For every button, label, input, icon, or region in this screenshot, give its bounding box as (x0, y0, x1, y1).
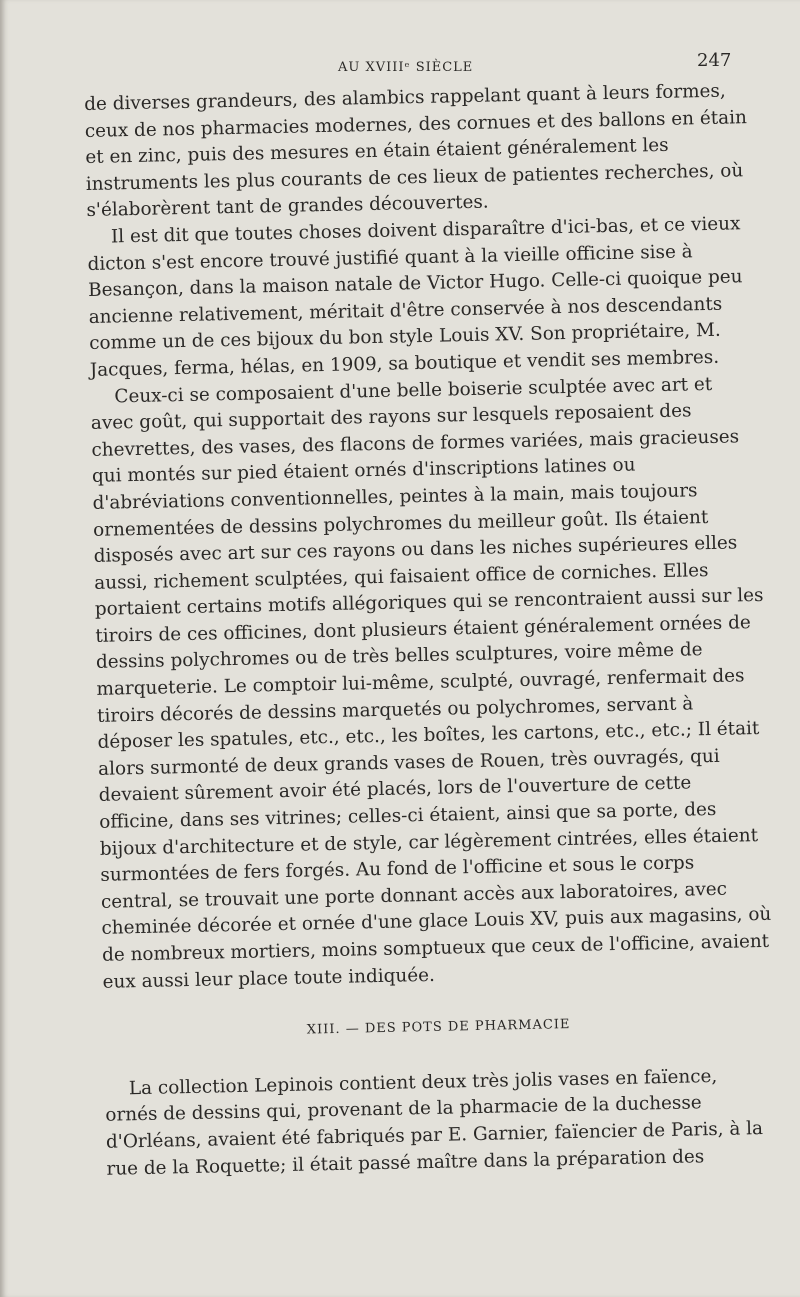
paragraph-besancon-officine: Il est dit que toutes choses doivent disparaître d'ici-bas, et ce vieux dicton s'est encore trouvé justifié quant à la vieille officine sise à Besançon, dans la maison natale de Victor Hugo. Celle-ci quoique peu ancienne relativement, méritait d'être conservée à nos descendants comme un de ces bijoux du bon style Louis XV. Son propriétaire, M. Jacques, ferma, hélas, en 1909, sa boutique et vendit ses membres. (87, 213, 743, 381)
paragraph-boiserie: Ceux-ci se composaient d'une belle boiserie sculptée avec art et avec goût, qui supportait des rayons sur lesquels reposaient des chevrettes, des vases, des flacons de formes variées, mais gracieuses qui montés sur pied étaient ornés d'inscriptions latines ou d'abréviations conventionnelles, peintes à la main, mais toujours ornementées de dessins polychromes du meilleur goût. Ils étaient disposés avec art sur ces rayons ou dans les niches supérieures elles aussi, richement sculptées, qui faisaient office de corniches. Elles portaient certains motifs allégoriques qui se rencontraient aussi sur les tiroirs de ces officines, dont plusieurs étaient généralement ornées de dessins polychromes ou de très belles sculptures, voire même de marqueterie. Le comptoir lui-même, sculpté, ouvragé, renfermait des tiroirs décorés de dessins marquetés ou polychromes, servant à déposer les spatules, etc., etc., les boîtes, les cartons, etc., etc.; Il était alors surmonté de deux grands vases de Rouen, très ouvragés, qui devaient sûrement avoir été placés, lors de l'ouverture de cette officine, dans ses vitrines; celles-ci étaient, ainsi que sa porte, des bijoux d'architecture et de style, car légèrement cintrées, elles étaient surmontées de fers forgés. Au fond de l'officine et sous le corps central, se trouvait une porte donnant accès aux laboratoires, avec cheminée décorée et ornée d'une glace Louis XV, puis aux magasins, où de nombreux mortiers, moins somptueux que ceux de l'officine, avaient eux aussi leur place toute indiquée. (90, 373, 772, 993)
page-number: 247 (697, 50, 732, 71)
paragraph-lepinois-collection: La collection Lepinois contient deux très jolis vases en faïence, ornés de dessins qui, provenant de la pharmacie de la duchesse d'Orléans, avaient été fabriqués par E. Garnier, faïencier de Paris, à la rue de la Roquette; il était passé maître dans la préparation des (105, 1065, 764, 1180)
running-head: AU XVIIIᵉ SIÈCLE (338, 60, 474, 75)
body-text (84, 78, 777, 1183)
section-heading: XIII. — DES POTS DE PHARMACIE (306, 1017, 571, 1038)
paragraph-alembics: de diverses grandeurs, des alambics rappelant quant à leurs formes, ceux de nos pharmacies modernes, des cornues et des ballons en étain et en zinc, puis des mesures en étain étaient généralement les instruments les plus courants de ces lieux de patientes recherches, où s'élaborèrent tant de grandes découvertes. (84, 80, 748, 222)
page-header (0, 50, 800, 82)
